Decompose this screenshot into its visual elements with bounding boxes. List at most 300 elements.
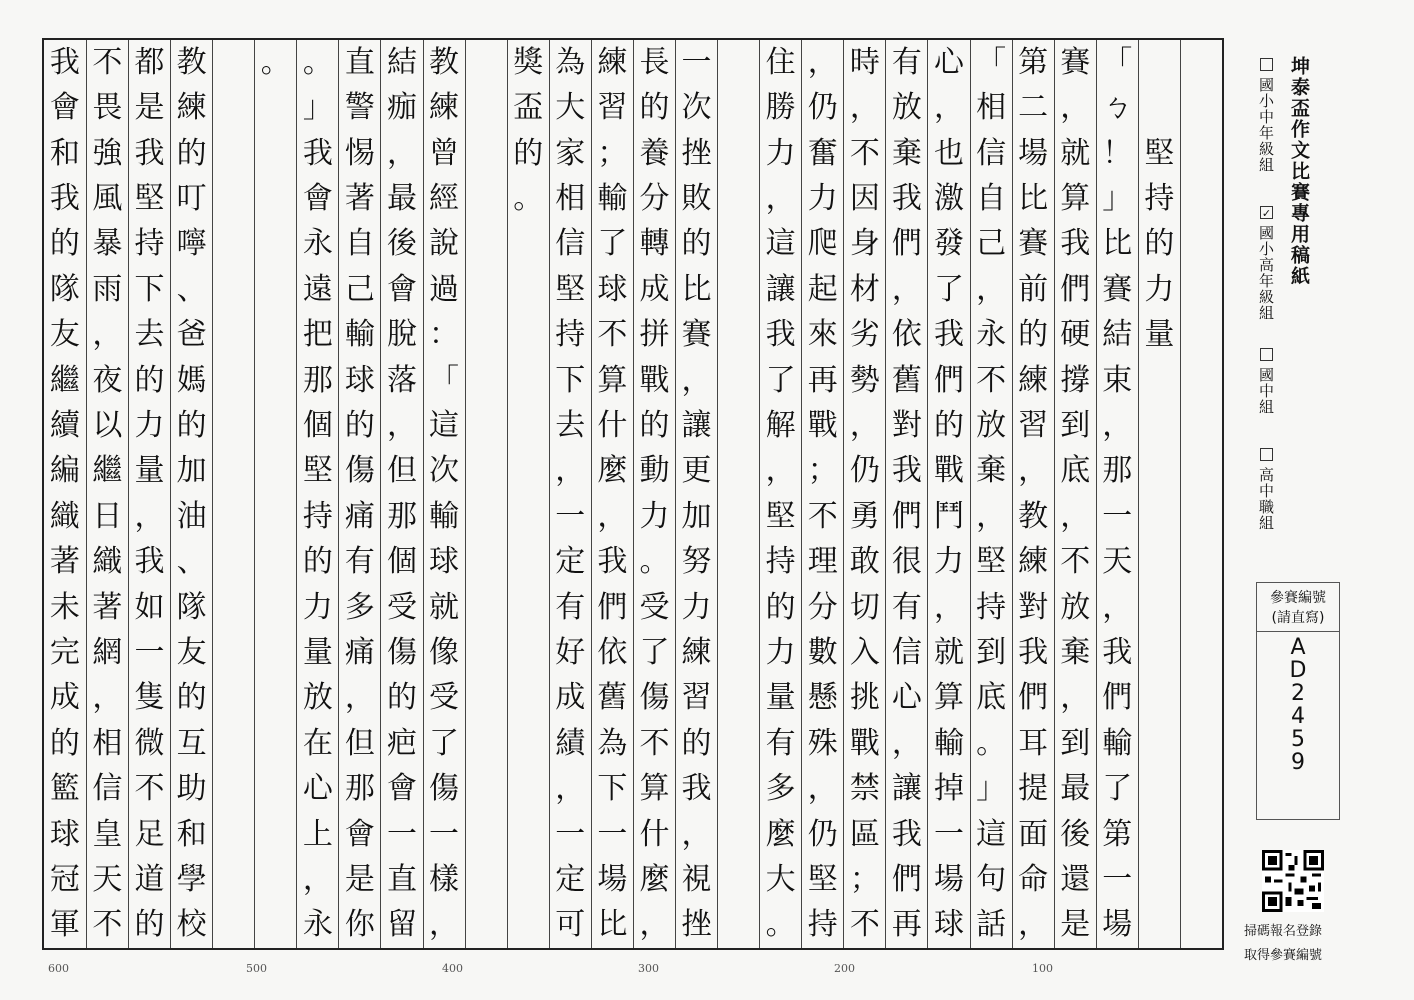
manuscript-column xyxy=(86,40,128,948)
manuscript-column xyxy=(717,40,759,948)
option-elementary-mid[interactable] xyxy=(1256,58,1277,173)
grid-cell: 次 xyxy=(681,90,712,126)
manuscript-column xyxy=(843,40,885,948)
grid-cell xyxy=(1139,857,1180,902)
grid-cell: 棄 xyxy=(1060,634,1091,670)
grid-cell: 入 xyxy=(849,634,880,670)
grid-cell: ； xyxy=(849,862,880,898)
grid-cell: ， xyxy=(891,271,922,307)
grid-cell xyxy=(466,312,507,357)
grid-cell: 球 xyxy=(429,544,460,580)
checkbox-icon[interactable] xyxy=(1260,348,1273,361)
manuscript-column xyxy=(801,40,843,948)
grid-cell: 繼 xyxy=(92,453,123,489)
grid-cell xyxy=(508,267,549,312)
grid-cell: 。 xyxy=(513,180,544,216)
grid-cell: 到 xyxy=(1060,725,1091,761)
grid-cell xyxy=(508,494,549,539)
qr-code-icon[interactable] xyxy=(1262,850,1324,912)
grid-cell xyxy=(255,267,296,312)
grid-cell: 落 xyxy=(386,362,417,398)
manuscript-column xyxy=(885,40,927,948)
grid-cell: 有 xyxy=(765,725,796,761)
grid-cell: 殊 xyxy=(807,725,838,761)
grid-cell: ， xyxy=(765,453,796,489)
grid-cell: 一 xyxy=(555,498,586,534)
manuscript-column xyxy=(507,40,549,948)
grid-cell xyxy=(1181,721,1222,766)
grid-cell: 皇 xyxy=(92,816,123,852)
grid-cell: 己 xyxy=(976,226,1007,262)
grid-cell: 留 xyxy=(386,907,417,943)
grid-cell: 脫 xyxy=(386,317,417,353)
grid-cell: 習 xyxy=(681,680,712,716)
grid-cell: ， xyxy=(429,907,460,943)
grid-cell xyxy=(718,131,759,176)
grid-cell xyxy=(255,222,296,267)
grid-cell: 還 xyxy=(1060,862,1091,898)
grid-cell xyxy=(255,131,296,176)
grid-cell: 以 xyxy=(92,407,123,443)
grid-cell: 前 xyxy=(1018,271,1049,307)
grid-cell: 冠 xyxy=(49,862,80,898)
option-label: 國小高年級組 xyxy=(1257,225,1275,321)
grid-cell: 不 xyxy=(849,907,880,943)
grid-cell: 放 xyxy=(1060,589,1091,625)
grid-cell xyxy=(1181,539,1222,584)
grid-cell: 練 xyxy=(681,634,712,670)
grid-cell: 自 xyxy=(344,226,375,262)
grid-cell xyxy=(213,131,254,176)
grid-cell: 定 xyxy=(555,862,586,898)
manuscript-column xyxy=(254,40,296,948)
grid-cell: 解 xyxy=(765,407,796,443)
grid-cell: 發 xyxy=(933,226,964,262)
grid-cell: 的 xyxy=(513,135,544,171)
grid-cell: 永 xyxy=(976,317,1007,353)
grid-cell: 一 xyxy=(134,634,165,670)
grid-cell: 我 xyxy=(1060,226,1091,262)
grid-cell: 習 xyxy=(1018,407,1049,443)
grid-cell: 住 xyxy=(765,44,796,80)
manuscript-column xyxy=(633,40,675,948)
grid-cell xyxy=(718,494,759,539)
grid-cell: 心 xyxy=(891,680,922,716)
grid-cell: 暴 xyxy=(92,226,123,262)
grid-cell: 起 xyxy=(807,271,838,307)
grid-cell: 天 xyxy=(1102,544,1133,580)
option-label: 高中職組 xyxy=(1257,467,1275,531)
grid-cell: 仍 xyxy=(807,90,838,126)
grid-cell: 下 xyxy=(597,771,628,807)
grid-cell xyxy=(1139,630,1180,675)
grid-cell xyxy=(718,721,759,766)
grid-cell xyxy=(213,222,254,267)
grid-cell xyxy=(255,857,296,902)
grid-cell: 勝 xyxy=(765,90,796,126)
grid-cell: 教 xyxy=(429,44,460,80)
grid-cell: 身 xyxy=(849,226,880,262)
grid-cell: 信 xyxy=(92,771,123,807)
grid-cell: ， xyxy=(1018,453,1049,489)
grid-cell xyxy=(508,812,549,857)
grid-cell: 算 xyxy=(1060,180,1091,216)
grid-cell: 比 xyxy=(1102,226,1133,262)
grid-cell: 堅 xyxy=(302,453,333,489)
grid-cell: 自 xyxy=(976,180,1007,216)
grid-cell: 算 xyxy=(639,771,670,807)
grid-cell: 受 xyxy=(639,589,670,625)
grid-cell xyxy=(213,903,254,948)
column-counters xyxy=(0,962,1230,982)
grid-cell xyxy=(255,403,296,448)
manuscript-column xyxy=(128,40,170,948)
grid-cell xyxy=(466,494,507,539)
grid-cell: 會 xyxy=(302,180,333,216)
grid-cell: 我 xyxy=(134,544,165,580)
grid-cell: 教 xyxy=(1018,498,1049,534)
grid-cell xyxy=(1181,403,1222,448)
grid-cell: 什 xyxy=(639,816,670,852)
grid-cell: 會 xyxy=(386,771,417,807)
grid-cell xyxy=(508,857,549,902)
grid-cell: 信 xyxy=(976,135,1007,171)
grid-cell: 不 xyxy=(849,135,880,171)
grid-cell xyxy=(508,721,549,766)
grid-cell: 有 xyxy=(891,44,922,80)
entry-char: A xyxy=(1290,635,1306,660)
grid-cell: 為 xyxy=(597,725,628,761)
grid-cell xyxy=(213,312,254,357)
grid-cell: 底 xyxy=(976,680,1007,716)
grid-cell: 織 xyxy=(92,544,123,580)
manuscript-column xyxy=(380,40,422,948)
grid-cell: 束 xyxy=(1102,362,1133,398)
grid-cell xyxy=(508,585,549,630)
grid-cell: 輸 xyxy=(344,317,375,353)
grid-cell xyxy=(466,676,507,721)
grid-cell: 我 xyxy=(1018,634,1049,670)
grid-cell: 就 xyxy=(429,589,460,625)
grid-cell: 畏 xyxy=(92,90,123,126)
manuscript-column xyxy=(1180,40,1222,948)
grid-cell: 戰 xyxy=(807,407,838,443)
grid-cell: 賽 xyxy=(1060,44,1091,80)
grid-cell xyxy=(718,449,759,494)
grid-cell: 成 xyxy=(49,680,80,716)
sidebar xyxy=(1240,38,1400,968)
grid-cell xyxy=(213,85,254,130)
grid-cell xyxy=(718,857,759,902)
form-title: 坤泰盃作文比賽專用稿紙 xyxy=(1288,56,1310,287)
grid-cell: 依 xyxy=(597,634,628,670)
grid-cell: 日 xyxy=(92,498,123,534)
grid-cell xyxy=(255,585,296,630)
grid-cell: 力 xyxy=(933,544,964,580)
manuscript-column xyxy=(465,40,507,948)
grid-cell xyxy=(718,767,759,812)
grid-cell xyxy=(1181,630,1222,675)
grid-cell: 對 xyxy=(1018,589,1049,625)
grid-cell: 遠 xyxy=(302,271,333,307)
grid-cell: 大 xyxy=(765,862,796,898)
grid-cell: 受 xyxy=(386,589,417,625)
grid-cell: ， xyxy=(807,44,838,80)
grid-cell: 隻 xyxy=(134,680,165,716)
grid-cell: 永 xyxy=(302,907,333,943)
grid-cell: 的 xyxy=(49,725,80,761)
grid-cell: 讓 xyxy=(681,407,712,443)
grid-cell: 力 xyxy=(807,180,838,216)
grid-cell xyxy=(213,403,254,448)
entry-number-box xyxy=(1256,582,1340,820)
grid-cell xyxy=(508,539,549,584)
entry-char: 5 xyxy=(1291,727,1305,753)
grid-cell: 的 xyxy=(49,226,80,262)
grid-cell: 堅 xyxy=(1144,135,1175,171)
grid-cell: 因 xyxy=(849,180,880,216)
grid-cell xyxy=(255,812,296,857)
grid-cell: 隊 xyxy=(176,589,207,625)
grid-cell: 痂 xyxy=(386,90,417,126)
grid-cell: ， xyxy=(849,407,880,443)
grid-cell: 績 xyxy=(555,725,586,761)
grid-cell: 的 xyxy=(386,680,417,716)
grid-cell: 的 xyxy=(344,407,375,443)
grid-cell xyxy=(1181,312,1222,357)
grid-cell xyxy=(1181,857,1222,902)
grid-cell: 轉 xyxy=(639,226,670,262)
grid-cell: 不 xyxy=(134,771,165,807)
grid-cell xyxy=(1139,721,1180,766)
grid-cell xyxy=(466,85,507,130)
grid-cell: ， xyxy=(555,771,586,807)
grid-cell: 編 xyxy=(49,453,80,489)
grid-cell: 信 xyxy=(555,226,586,262)
grid-cell: ； xyxy=(807,453,838,489)
grid-cell: 們 xyxy=(1018,680,1049,716)
grid-cell: 撐 xyxy=(1060,362,1091,398)
grid-cell: 足 xyxy=(134,816,165,852)
grid-cell xyxy=(255,767,296,812)
grid-cell: 。 xyxy=(260,44,291,80)
grid-cell: 力 xyxy=(639,498,670,534)
grid-cell: 挫 xyxy=(681,907,712,943)
manuscript-column xyxy=(338,40,380,948)
grid-cell xyxy=(1139,812,1180,857)
grid-cell xyxy=(466,403,507,448)
grid-cell: 持 xyxy=(807,907,838,943)
grid-cell: 」 xyxy=(976,771,1007,807)
grid-cell: 一 xyxy=(386,816,417,852)
grid-cell: 那 xyxy=(344,771,375,807)
grid-cell xyxy=(213,767,254,812)
grid-cell: 數 xyxy=(807,634,838,670)
grid-cell: 傷 xyxy=(344,453,375,489)
grid-cell xyxy=(718,40,759,85)
grid-cell: 友 xyxy=(176,634,207,670)
qr-caption-line1: 掃碼報名登錄 xyxy=(1244,924,1323,939)
grid-cell xyxy=(466,449,507,494)
grid-cell: 激 xyxy=(933,180,964,216)
grid-cell: 有 xyxy=(891,589,922,625)
grid-cell: 最 xyxy=(386,180,417,216)
grid-cell: 互 xyxy=(176,725,207,761)
grid-cell: 天 xyxy=(92,862,123,898)
grid-cell: 、 xyxy=(176,271,207,307)
grid-cell: 的 xyxy=(639,90,670,126)
grid-cell: ， xyxy=(1060,90,1091,126)
grid-cell xyxy=(466,176,507,221)
grid-cell: 個 xyxy=(386,544,417,580)
grid-cell xyxy=(508,358,549,403)
grid-cell: 那 xyxy=(302,362,333,398)
grid-cell: 堅 xyxy=(134,180,165,216)
option-senior-high[interactable] xyxy=(1256,448,1277,531)
grid-cell: 禁 xyxy=(849,771,880,807)
grid-cell: 棄 xyxy=(891,135,922,171)
grid-cell: 」 xyxy=(1102,180,1133,216)
grid-cell xyxy=(213,585,254,630)
grid-cell: 的 xyxy=(1018,317,1049,353)
grid-cell: 第 xyxy=(1102,816,1133,852)
grid-cell xyxy=(466,131,507,176)
entry-char: D xyxy=(1289,658,1307,684)
grid-cell xyxy=(213,176,254,221)
grid-cell: 這 xyxy=(765,226,796,262)
grid-cell: 練 xyxy=(176,90,207,126)
grid-cell xyxy=(1139,40,1180,85)
grid-cell: 的 xyxy=(176,680,207,716)
grid-cell: 會 xyxy=(386,271,417,307)
grid-cell xyxy=(718,222,759,267)
manuscript-column xyxy=(212,40,254,948)
grid-cell: 放 xyxy=(891,90,922,126)
grid-cell: ㄅ xyxy=(1102,90,1133,126)
grid-cell: ， xyxy=(386,407,417,443)
grid-cell xyxy=(718,176,759,221)
grid-cell: 好 xyxy=(555,634,586,670)
grid-cell xyxy=(718,403,759,448)
grid-cell: ， xyxy=(134,498,165,534)
grid-cell: 結 xyxy=(1102,317,1133,353)
checkbox-icon[interactable] xyxy=(1260,448,1273,461)
grid-cell: 硬 xyxy=(1060,317,1091,353)
grid-cell: 次 xyxy=(429,453,460,489)
grid-cell: 是 xyxy=(344,862,375,898)
grid-cell: 我 xyxy=(765,317,796,353)
grid-cell xyxy=(213,539,254,584)
grid-cell: ： xyxy=(429,317,460,353)
grid-cell xyxy=(213,721,254,766)
grid-cell: 學 xyxy=(176,862,207,898)
grid-cell xyxy=(1181,267,1222,312)
grid-cell: 軍 xyxy=(49,907,80,943)
checkbox-checked-icon[interactable]: ✓ xyxy=(1260,207,1273,221)
grid-cell: 命 xyxy=(1018,862,1049,898)
grid-cell: 了 xyxy=(429,725,460,761)
grid-cell: 「 xyxy=(976,44,1007,80)
grid-cell: 一 xyxy=(1102,498,1133,534)
grid-cell: 底 xyxy=(1060,453,1091,489)
grid-cell: 的 xyxy=(134,907,165,943)
grid-cell: 也 xyxy=(933,135,964,171)
grid-cell: 切 xyxy=(849,589,880,625)
grid-cell xyxy=(508,222,549,267)
grid-cell xyxy=(1139,767,1180,812)
grid-cell: 戰 xyxy=(639,362,670,398)
grid-cell xyxy=(508,312,549,357)
grid-cell: 的 xyxy=(933,407,964,443)
grid-cell: 就 xyxy=(933,634,964,670)
option-elementary-high[interactable] xyxy=(1256,206,1277,321)
grid-cell: 曾 xyxy=(429,135,460,171)
grid-cell: 區 xyxy=(849,816,880,852)
grid-cell xyxy=(466,222,507,267)
checkbox-icon[interactable] xyxy=(1260,58,1273,71)
grid-cell: 們 xyxy=(891,226,922,262)
grid-cell: 力 xyxy=(765,135,796,171)
grid-cell: 戰 xyxy=(933,453,964,489)
grid-cell: 讓 xyxy=(891,771,922,807)
grid-cell: ， xyxy=(933,90,964,126)
grid-cell xyxy=(718,267,759,312)
grid-cell xyxy=(1181,767,1222,812)
grid-cell xyxy=(213,630,254,675)
grid-cell: 到 xyxy=(1060,407,1091,443)
option-junior-high[interactable] xyxy=(1256,348,1277,415)
grid-cell: 輸 xyxy=(1102,725,1133,761)
grid-cell: 練 xyxy=(1018,544,1049,580)
grid-cell: 織 xyxy=(49,498,80,534)
grid-cell: 力 xyxy=(1144,271,1175,307)
grid-cell: 你 xyxy=(344,907,375,943)
grid-cell: 一 xyxy=(429,816,460,852)
grid-cell: ， xyxy=(1102,589,1133,625)
grid-cell: 麼 xyxy=(639,862,670,898)
grid-cell: 視 xyxy=(681,862,712,898)
manuscript-column xyxy=(1138,40,1180,948)
grid-cell: 都 xyxy=(134,44,165,80)
grid-cell xyxy=(466,812,507,857)
grid-cell: 一 xyxy=(1102,862,1133,898)
grid-cell: ， xyxy=(344,680,375,716)
grid-cell: 賽 xyxy=(681,317,712,353)
grid-cell: 在 xyxy=(302,725,333,761)
grid-cell: 們 xyxy=(597,589,628,625)
grid-cell: 場 xyxy=(1102,907,1133,943)
manuscript-column xyxy=(1054,40,1096,948)
grid-cell: 會 xyxy=(49,90,80,126)
grid-cell: ， xyxy=(976,271,1007,307)
grid-cell: 球 xyxy=(597,271,628,307)
grid-cell: ， xyxy=(891,725,922,761)
grid-cell: 持 xyxy=(976,589,1007,625)
grid-cell: 到 xyxy=(976,634,1007,670)
grid-cell: 是 xyxy=(134,90,165,126)
grid-cell: 嚀 xyxy=(176,226,207,262)
grid-cell: 拼 xyxy=(639,317,670,353)
grid-cell: 賽 xyxy=(1102,271,1133,307)
grid-cell: 疤 xyxy=(386,725,417,761)
grid-cell: 這 xyxy=(429,407,460,443)
grid-cell: ， xyxy=(92,317,123,353)
grid-cell: 力 xyxy=(681,589,712,625)
grid-cell: 盃 xyxy=(513,90,544,126)
grid-cell: 不 xyxy=(976,362,1007,398)
grid-cell: ， xyxy=(597,498,628,534)
grid-cell: 如 xyxy=(134,589,165,625)
